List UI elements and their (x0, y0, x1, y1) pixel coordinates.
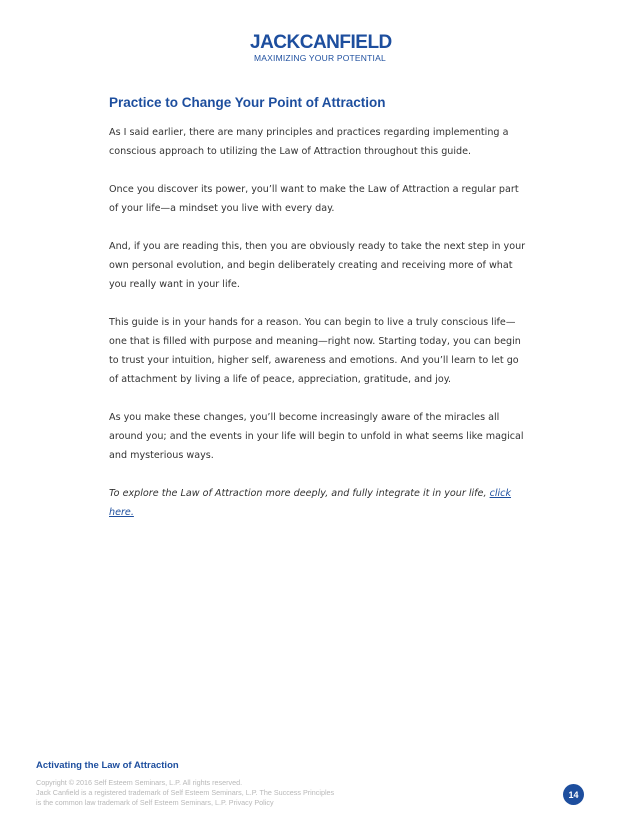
logo-tagline: MAXIMIZING YOUR POTENTIAL (254, 53, 386, 63)
footer-title: Activating the Law of Attraction (36, 760, 179, 771)
click-here-link[interactable]: click here. (109, 488, 512, 518)
logo-name: JACKCANFIELD (250, 32, 392, 53)
paragraph: And, if you are reading this, then you are obviously ready to take the next step in your own personal evolution, and begin deliberately creating and receiving more of what you really want in your life. (109, 241, 526, 290)
paragraph: As you make these changes, you’ll become increasingly aware of the miracles all around you; and the events in your life will begin to unfold in what seems like magical and mysterious ways. (109, 412, 524, 461)
paragraph: This guide is in your hands for a reason. You can begin to live a truly conscious life—one that is filled with purpose and meaning—right now. Starting today, you can begin to trust your intuition, higher self, awareness and emotions. And you’ll learn to let go of attachment by living a life of peace, appreciation, gratitude, and joy. (109, 317, 521, 385)
paragraph: Once you discover its power, you’ll want to make the Law of Attraction a regular part of your life—a mindset you live with every day. (109, 184, 519, 214)
main-content (109, 94, 529, 522)
logo (250, 33, 390, 63)
call-to-action (109, 484, 529, 522)
page-number-badge: 14 (563, 784, 584, 805)
section-title: Practice to Change Your Point of Attraction (109, 95, 386, 110)
footer-legal (36, 778, 456, 808)
copyright-line: Copyright © 2016 Self Esteem Seminars, L.P. All rights reserved. (36, 778, 243, 787)
trademark-line: is the common law trademark of Self Esteem Seminars, L.P. Privacy Policy (36, 798, 274, 807)
cta-text: To explore the Law of Attraction more deeply, and fully integrate it in your life, (109, 488, 490, 499)
trademark-line: Jack Canfield is a registered trademark of Self Esteem Seminars, L.P. The Success Principles (36, 788, 335, 797)
paragraph: As I said earlier, there are many principles and practices regarding implementing a conscious approach to utilizing the Law of Attraction throughout this guide. (109, 127, 509, 157)
